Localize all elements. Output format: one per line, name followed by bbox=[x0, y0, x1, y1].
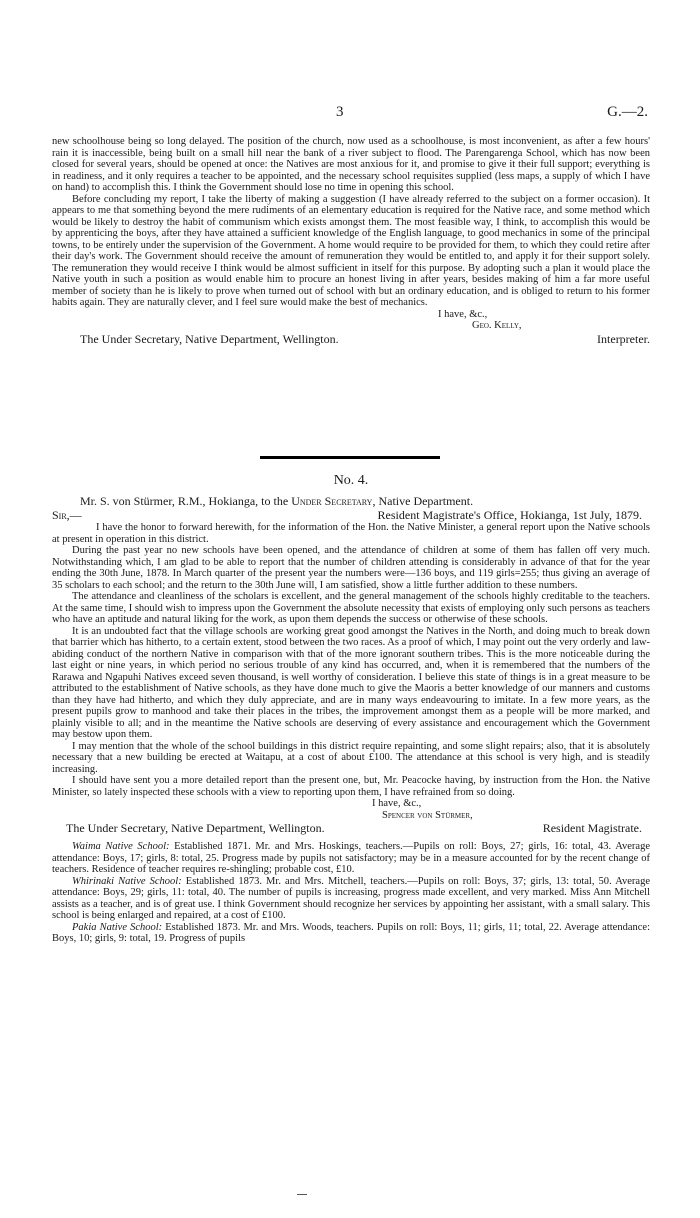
paragraph: During the past year no new schools have been opened, and the attendance of children at some of them has fallen off very much. Notwithstanding which, I am glad to be able to report that the number of children attending is considerably in advance of that for the year ending the 30th June, 1878. In March quarter of the present year the numbers were—136 boys, and 119 girls=255; thus giving an average of 35 scholars to each school; and the return to the 30th June will, I am satisfied, show a little further addition to these numbers. bbox=[52, 545, 650, 591]
document-reference: G.—2. bbox=[607, 104, 648, 120]
school-details: Established 1871. Mr. and Mrs. Hoskings, teachers.—Pupils on roll: Boys, 27; girls, 16: total, 43. Average attendance: Boys, 17; girls, 8: total, 25. Progress made by pupils not satisfactory; may be in a measure accounted for by the recent change of teachers. Residence of teacher requires re-shingling; probable cost, £10. bbox=[52, 841, 650, 875]
footer-rule bbox=[297, 1194, 307, 1195]
paragraph: The attendance and cleanliness of the scholars is excellent, and the general management of the schools highly creditable to the teachers. At the same time, I should wish to impress upon the Government the absolute necessity that exists of employing only such persons as teachers who have an aptitude and natural liking for the work, as upon them depends the success or otherwise of these schools. bbox=[52, 591, 650, 625]
paragraph: Before concluding my report, I take the liberty of making a suggestion (I have already referred to the subject on a former occasion). It appears to me that something beyond the mere rudiments of an elementary education is required for the Native race, and some method which would be likely to destroy the habit of communism which exists amongst them. The most feasible way, I think, to accomplish this would be by apprenticing the boys, after they have attained a sufficient knowledge of the English language, to good mechanics in some of the principal towns, to be entirely under the supervision of the Government. A home would require to be provided for them, to which they could retire after their day's work. The Government should receive the amount of remuneration they would be entitled to, and apply it for their support solely. The remuneration they would receive I think would be almost sufficient in itself for this purpose. By adopting such a plan it would place the Native youth in such a position as would enable him to procure an honest living in after years, besides making of him a far more useful member of society than he is likely to prove when turned out of school with but an ordinary education, and is obliged to return to his former habits again. They are naturally clever, and I feel sure would make the best of mechanics. bbox=[52, 193, 650, 308]
school-entry bbox=[52, 841, 650, 876]
paragraph: I may mention that the whole of the school buildings in this district require repainting, and some slight repairs; also, that it is absolutely necessary that a new building be erected at Waitapu, at a cost of about £100. The attendance at this school is very high, and is steadily increasing. bbox=[52, 740, 650, 775]
paragraph: I should have sent you a more detailed report than the present one, but, Mr. Peacocke having, by instruction from the Hon. the Native Minister, so lately inspected these schools with a view to reporting upon them, I have refrained from so doing. bbox=[52, 775, 650, 798]
signature-row bbox=[52, 332, 650, 346]
office-line: Resident Magistrate's Office, Hokianga, 1st July, 1879. bbox=[377, 508, 642, 522]
signature: Spencer von Stürmer, bbox=[382, 809, 473, 821]
school-entry bbox=[52, 922, 650, 945]
addressee: The Under Secretary, Native Department, Wellington. bbox=[80, 331, 339, 346]
page-number: 3 bbox=[336, 104, 344, 120]
addressee: The Under Secretary, Native Department, Wellington. bbox=[66, 821, 325, 835]
from-text: Mr. S. von Stürmer, R.M., Hokianga, to the bbox=[80, 494, 292, 508]
closing: I have, &c., bbox=[372, 798, 422, 809]
salutation-row bbox=[52, 508, 650, 522]
school-details: Established 1873. Mr. and Mrs. Woods, teachers. Pupils on roll: Boys, 11; girls, 11; total, 22. Average attendance: Boys, 10; girls, 9: total, 19. Progress of pupils bbox=[52, 921, 650, 944]
signature: Geo. Kelly, bbox=[472, 320, 522, 331]
report-body-part1 bbox=[52, 136, 650, 346]
school-name: Whirinaki Native School: bbox=[72, 875, 182, 887]
closing: I have, &c., bbox=[438, 308, 488, 320]
section-divider bbox=[260, 456, 440, 459]
paragraph: I have the honor to forward herewith, for the information of the Hon. the Native Minister, a general report upon the Native schools at present in operation in this district. bbox=[52, 522, 650, 545]
from-line bbox=[52, 494, 650, 508]
report-body-part2 bbox=[52, 472, 650, 945]
signature-row bbox=[52, 821, 650, 835]
school-details: Established 1873. Mr. and Mrs. Mitchell, teachers.—Pupils on roll: Boys, 37; girls, 13: total, 50. Average attendance: Boys, 29; girls, 11: total, 40. The number of pupils is increasing, progress made excellent, and very marked. Miss Ann Mitchell assists as a teacher, and is of great use. I think Government should recognize her services by appointing her assistant, with a small salary. This school is being enlarged and repaired, at a cost of £100. bbox=[52, 875, 650, 921]
signatory-title: Resident Magistrate. bbox=[542, 821, 642, 835]
paragraph: It is an undoubted fact that the village schools are working great good amongst the Natives in the North, and doing much to break down that barrier which has hitherto, to a certain extent, stood between the two races. As a proof of which, I may point out the very orderly and law-abiding conduct of the northern Native in comparison with that of the more ignorant southern tribes. This is the more noticeable during the last eight or nine years, in which period no serious trouble of any kind has occurred, and, when it is remembered that the numbers of the Rarawa and Ngapuhi Natives exceed seven thousand, is well worthy of consideration. I believe this state of things is in a great measure to be attributed to the establishment of Native schools, as they have done much to give the Maoris a better knowledge of our manners and customs than they have had hitherto, and which they duly appreciate, and are in many ways endeavouring to imitate. In a few more years, as the present pupils grow to manhood and take their places in the tribes, the improvement amongst them as a people will be more marked, and plainly visible to all; and in the meantime the Native schools are deserving of every assistance and encouragement which the Government may bestow upon them. bbox=[52, 625, 650, 740]
from-dept: , Native Department. bbox=[372, 494, 474, 508]
salutation: Sir,— bbox=[52, 508, 82, 522]
section-heading: No. 4. bbox=[333, 473, 369, 488]
school-name: Pakia Native School: bbox=[72, 921, 163, 933]
school-name: Waima Native School: bbox=[72, 841, 170, 852]
school-entry bbox=[52, 876, 650, 922]
signatory-title: Interpreter. bbox=[597, 331, 650, 346]
paragraph: new schoolhouse being so long delayed. The position of the church, now used as a schoolhouse, is most inconvenient, as after a few hours' rain it is inaccessible, being built on a small hill near the bank of a river subject to flood. The Parengarenga School, which has now been closed for several years, should be opened at once: the Natives are most anxious for it, and promise to give it their full support; everything is in readiness, and it only requires a teacher to be appointed, and the necessary school requisites supplied (less maps, a supply of which I have on hand) to accomplish this. I think the Government should lose no time in opening this school. bbox=[52, 136, 650, 193]
from-recipient: Under Secretary bbox=[291, 494, 373, 508]
